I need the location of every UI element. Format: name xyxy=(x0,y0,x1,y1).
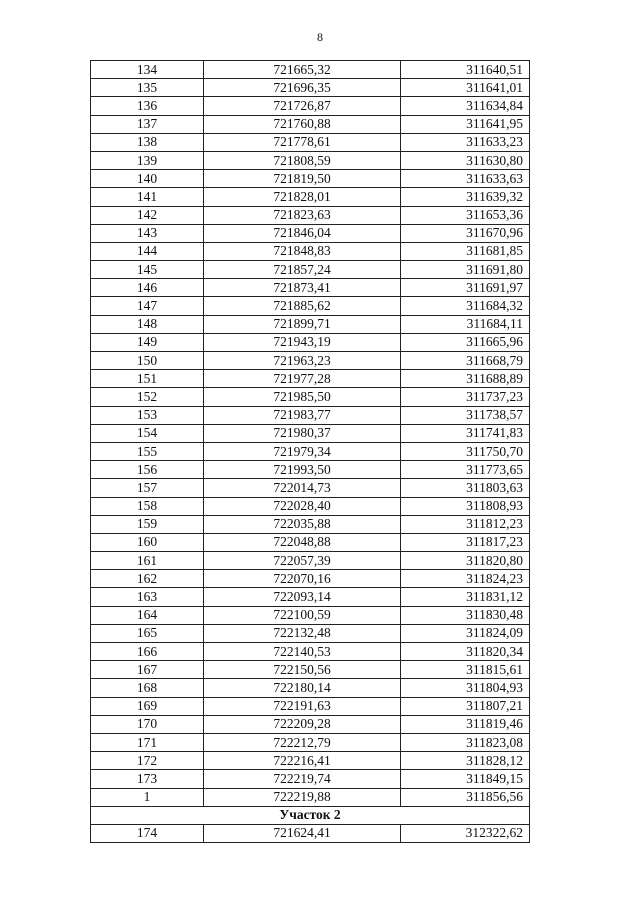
point-number-cell: 141 xyxy=(91,188,204,206)
table-row xyxy=(91,151,530,169)
point-number-cell: 159 xyxy=(91,515,204,533)
y-coordinate-cell: 311691,80 xyxy=(401,261,530,279)
table-row xyxy=(91,224,530,242)
y-coordinate-cell: 311819,46 xyxy=(401,715,530,733)
x-coordinate-cell: 721848,83 xyxy=(204,242,401,260)
point-number-cell: 145 xyxy=(91,261,204,279)
x-coordinate-cell: 722057,39 xyxy=(204,552,401,570)
point-number-cell: 142 xyxy=(91,206,204,224)
x-coordinate-cell: 722209,28 xyxy=(204,715,401,733)
table-row xyxy=(91,588,530,606)
point-number-cell: 156 xyxy=(91,461,204,479)
y-coordinate-cell: 311641,95 xyxy=(401,115,530,133)
table-row xyxy=(91,279,530,297)
table-row xyxy=(91,315,530,333)
table-row xyxy=(91,388,530,406)
table-row xyxy=(91,79,530,97)
x-coordinate-cell: 722035,88 xyxy=(204,515,401,533)
y-coordinate-cell: 311831,12 xyxy=(401,588,530,606)
point-number-cell: 143 xyxy=(91,224,204,242)
x-coordinate-cell: 722219,74 xyxy=(204,770,401,788)
table-row xyxy=(91,242,530,260)
x-coordinate-cell: 721985,50 xyxy=(204,388,401,406)
table-row xyxy=(91,661,530,679)
table-row xyxy=(91,497,530,515)
y-coordinate-cell: 311653,36 xyxy=(401,206,530,224)
point-number-cell: 171 xyxy=(91,733,204,751)
table-row xyxy=(91,606,530,624)
table-row xyxy=(91,570,530,588)
table-row xyxy=(91,515,530,533)
section-header-row xyxy=(91,806,530,824)
y-coordinate-cell: 311681,85 xyxy=(401,242,530,260)
point-number-cell: 137 xyxy=(91,115,204,133)
y-coordinate-cell: 311640,51 xyxy=(401,61,530,79)
x-coordinate-cell: 721846,04 xyxy=(204,224,401,242)
x-coordinate-cell: 721823,63 xyxy=(204,206,401,224)
point-number-cell: 155 xyxy=(91,442,204,460)
table-row xyxy=(91,752,530,770)
y-coordinate-cell: 311630,80 xyxy=(401,151,530,169)
x-coordinate-cell: 722180,14 xyxy=(204,679,401,697)
x-coordinate-cell: 721885,62 xyxy=(204,297,401,315)
table-row xyxy=(91,333,530,351)
table-row xyxy=(91,770,530,788)
point-number-cell: 147 xyxy=(91,297,204,315)
y-coordinate-cell: 311817,23 xyxy=(401,533,530,551)
point-number-cell: 135 xyxy=(91,79,204,97)
x-coordinate-cell: 721696,35 xyxy=(204,79,401,97)
table-row xyxy=(91,824,530,842)
y-coordinate-cell: 311634,84 xyxy=(401,97,530,115)
y-coordinate-cell: 311815,61 xyxy=(401,661,530,679)
x-coordinate-cell: 722150,56 xyxy=(204,661,401,679)
coordinates-table-body xyxy=(91,61,530,843)
y-coordinate-cell: 311773,65 xyxy=(401,461,530,479)
y-coordinate-cell: 311670,96 xyxy=(401,224,530,242)
y-coordinate-cell: 311824,23 xyxy=(401,570,530,588)
x-coordinate-cell: 721665,32 xyxy=(204,61,401,79)
y-coordinate-cell: 311820,34 xyxy=(401,643,530,661)
point-number-cell: 164 xyxy=(91,606,204,624)
point-number-cell: 157 xyxy=(91,479,204,497)
x-coordinate-cell: 721857,24 xyxy=(204,261,401,279)
x-coordinate-cell: 722219,88 xyxy=(204,788,401,806)
point-number-cell: 163 xyxy=(91,588,204,606)
point-number-cell: 139 xyxy=(91,151,204,169)
point-number-cell: 149 xyxy=(91,333,204,351)
table-row xyxy=(91,97,530,115)
y-coordinate-cell: 311750,70 xyxy=(401,442,530,460)
table-row xyxy=(91,679,530,697)
x-coordinate-cell: 721963,23 xyxy=(204,352,401,370)
y-coordinate-cell: 311824,09 xyxy=(401,624,530,642)
table-row xyxy=(91,170,530,188)
point-number-cell: 172 xyxy=(91,752,204,770)
table-row xyxy=(91,552,530,570)
y-coordinate-cell: 311737,23 xyxy=(401,388,530,406)
x-coordinate-cell: 721778,61 xyxy=(204,133,401,151)
point-number-cell: 151 xyxy=(91,370,204,388)
point-number-cell: 144 xyxy=(91,242,204,260)
table-row xyxy=(91,406,530,424)
coordinates-table xyxy=(90,60,530,843)
table-row xyxy=(91,788,530,806)
y-coordinate-cell: 311738,57 xyxy=(401,406,530,424)
table-row xyxy=(91,352,530,370)
point-number-cell: 146 xyxy=(91,279,204,297)
x-coordinate-cell: 721993,50 xyxy=(204,461,401,479)
table-row xyxy=(91,206,530,224)
table-row xyxy=(91,733,530,751)
point-number-cell: 154 xyxy=(91,424,204,442)
y-coordinate-cell: 311639,32 xyxy=(401,188,530,206)
point-number-cell: 153 xyxy=(91,406,204,424)
point-number-cell: 134 xyxy=(91,61,204,79)
x-coordinate-cell: 722048,88 xyxy=(204,533,401,551)
point-number-cell: 138 xyxy=(91,133,204,151)
y-coordinate-cell: 311633,23 xyxy=(401,133,530,151)
y-coordinate-cell: 311684,32 xyxy=(401,297,530,315)
x-coordinate-cell: 722212,79 xyxy=(204,733,401,751)
table-row xyxy=(91,261,530,279)
point-number-cell: 152 xyxy=(91,388,204,406)
x-coordinate-cell: 721726,87 xyxy=(204,97,401,115)
y-coordinate-cell: 311808,93 xyxy=(401,497,530,515)
point-number-cell: 168 xyxy=(91,679,204,697)
point-number-cell: 170 xyxy=(91,715,204,733)
y-coordinate-cell: 311741,83 xyxy=(401,424,530,442)
y-coordinate-cell: 311804,93 xyxy=(401,679,530,697)
page-number: 8 xyxy=(317,30,323,44)
x-coordinate-cell: 721943,19 xyxy=(204,333,401,351)
y-coordinate-cell: 311849,15 xyxy=(401,770,530,788)
table-row xyxy=(91,533,530,551)
x-coordinate-cell: 722216,41 xyxy=(204,752,401,770)
x-coordinate-cell: 721980,37 xyxy=(204,424,401,442)
point-number-cell: 150 xyxy=(91,352,204,370)
x-coordinate-cell: 721873,41 xyxy=(204,279,401,297)
table-row xyxy=(91,624,530,642)
y-coordinate-cell: 311830,48 xyxy=(401,606,530,624)
y-coordinate-cell: 312322,62 xyxy=(401,824,530,842)
x-coordinate-cell: 721977,28 xyxy=(204,370,401,388)
table-row xyxy=(91,297,530,315)
table-row xyxy=(91,442,530,460)
point-number-cell: 165 xyxy=(91,624,204,642)
x-coordinate-cell: 721808,59 xyxy=(204,151,401,169)
table-row xyxy=(91,370,530,388)
y-coordinate-cell: 311668,79 xyxy=(401,352,530,370)
x-coordinate-cell: 721899,71 xyxy=(204,315,401,333)
point-number-cell: 167 xyxy=(91,661,204,679)
point-number-cell: 140 xyxy=(91,170,204,188)
y-coordinate-cell: 311823,08 xyxy=(401,733,530,751)
section-title: Участок 2 xyxy=(91,806,530,824)
point-number-cell: 166 xyxy=(91,643,204,661)
point-number-cell: 169 xyxy=(91,697,204,715)
x-coordinate-cell: 721624,41 xyxy=(204,824,401,842)
point-number-cell: 162 xyxy=(91,570,204,588)
y-coordinate-cell: 311633,63 xyxy=(401,170,530,188)
x-coordinate-cell: 722132,48 xyxy=(204,624,401,642)
y-coordinate-cell: 311641,01 xyxy=(401,79,530,97)
point-number-cell: 161 xyxy=(91,552,204,570)
x-coordinate-cell: 721760,88 xyxy=(204,115,401,133)
x-coordinate-cell: 721983,77 xyxy=(204,406,401,424)
table-row xyxy=(91,715,530,733)
x-coordinate-cell: 722100,59 xyxy=(204,606,401,624)
x-coordinate-cell: 722093,14 xyxy=(204,588,401,606)
x-coordinate-cell: 722028,40 xyxy=(204,497,401,515)
point-number-cell: 158 xyxy=(91,497,204,515)
point-number-cell: 173 xyxy=(91,770,204,788)
table-row xyxy=(91,61,530,79)
point-number-cell: 160 xyxy=(91,533,204,551)
table-row xyxy=(91,697,530,715)
x-coordinate-cell: 722140,53 xyxy=(204,643,401,661)
y-coordinate-cell: 311856,56 xyxy=(401,788,530,806)
y-coordinate-cell: 311803,63 xyxy=(401,479,530,497)
table-row xyxy=(91,479,530,497)
point-number-cell: 174 xyxy=(91,824,204,842)
x-coordinate-cell: 721819,50 xyxy=(204,170,401,188)
x-coordinate-cell: 722191,63 xyxy=(204,697,401,715)
table-row xyxy=(91,643,530,661)
y-coordinate-cell: 311807,21 xyxy=(401,697,530,715)
x-coordinate-cell: 721828,01 xyxy=(204,188,401,206)
y-coordinate-cell: 311812,23 xyxy=(401,515,530,533)
table-row xyxy=(91,133,530,151)
point-number-cell: 136 xyxy=(91,97,204,115)
table-row xyxy=(91,115,530,133)
y-coordinate-cell: 311665,96 xyxy=(401,333,530,351)
point-number-cell: 148 xyxy=(91,315,204,333)
y-coordinate-cell: 311684,11 xyxy=(401,315,530,333)
table-row xyxy=(91,424,530,442)
point-number-cell: 1 xyxy=(91,788,204,806)
x-coordinate-cell: 721979,34 xyxy=(204,442,401,460)
y-coordinate-cell: 311820,80 xyxy=(401,552,530,570)
y-coordinate-cell: 311828,12 xyxy=(401,752,530,770)
table-row xyxy=(91,188,530,206)
x-coordinate-cell: 722070,16 xyxy=(204,570,401,588)
y-coordinate-cell: 311691,97 xyxy=(401,279,530,297)
y-coordinate-cell: 311688,89 xyxy=(401,370,530,388)
table-row xyxy=(91,461,530,479)
x-coordinate-cell: 722014,73 xyxy=(204,479,401,497)
